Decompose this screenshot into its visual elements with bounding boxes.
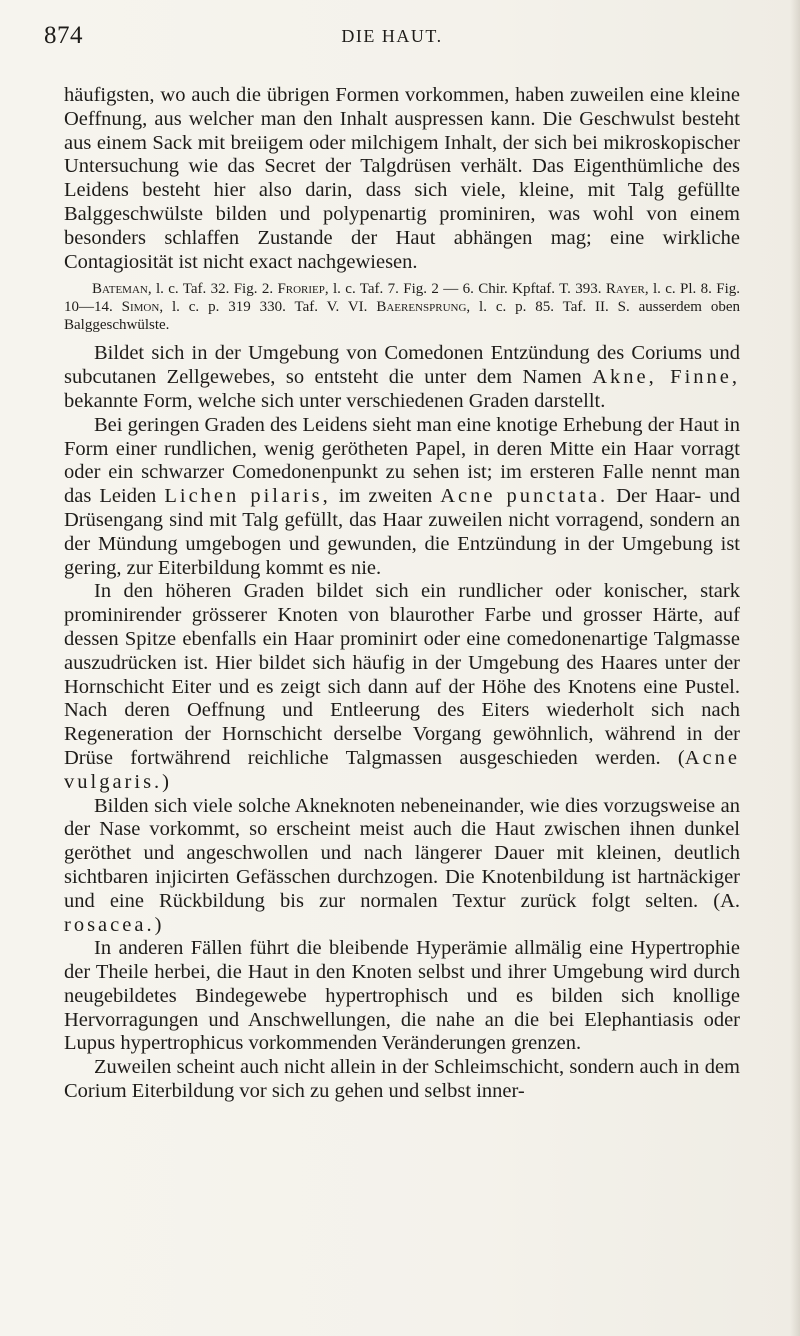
page-number: 874 — [44, 22, 83, 49]
paragraph-rosacea — [64, 795, 740, 938]
text-run: ) — [162, 770, 169, 793]
paragraph-low-grade — [64, 414, 740, 581]
text-run: Der Haar- und Drüsengang sind mit Talg gefüllt, das Haar zuweilen nicht vorragend, sondern an der Mündung umgebogen und gewunden, die Entzündung in der Umgebung ist gering, zur Eiterbildung kommt es nie. — [64, 485, 741, 579]
ref-rayer: , l. c. Pl. 8. Fig. 10—14. — [64, 281, 740, 316]
text-run: bekannte Form, welche sich unter verschiedenen Graden darstellt. — [64, 389, 606, 412]
page-header — [44, 22, 740, 54]
paragraph-high-grade — [64, 580, 740, 794]
author-baerensprung: Baerensprung — [376, 299, 467, 316]
ref-baerensprung: , l. c. p. 85. Taf. II. S. ausserdem oben Balggeschwülste. — [64, 299, 741, 334]
page-edge-shadow — [790, 0, 800, 1336]
ref-froriep: , l. c. Taf. 7. Fig. 2 — 6. Chir. Kpftaf. T. 393. — [324, 281, 606, 298]
paragraph-1: häufigsten, wo auch die übrigen Formen vorkommen, haben zuweilen eine kleine Oeffnung, aus welcher man den Inhalt auspressen kann. Die Geschwulst besteht aus einem Sack mit breiigem oder milchigem Inhalt, der sich bei mikroskopischer Untersuchung wie das Secret der Talgdrüsen verhält. Das Eigenthümliche des Leidens besteht hier also darin, dass sich viele, kleine, mit Talg gefüllte Balggeschwülste bilden und polypenartig prominiren, was wohl von einem besonders schlaffen Zustande der Haut abhängen mag; eine wirkliche Contagiosität ist nicht exact nachgewiesen. — [64, 84, 740, 273]
term-acne-vulgaris: Acne vulgaris. — [64, 746, 740, 793]
term-acne-punctata: Acne punctata. — [440, 485, 609, 508]
ref-simon: , l. c. p. 319 330. Taf. V. VI. — [159, 299, 377, 316]
text-run: Bilden sich viele solche Akneknoten nebeneinander, wie dies vorzugsweise an der Nase vorkommt, so erscheint meist auch die Haut zwischen ihnen dunkel geröthet und angeschwollen und nach längerer Dauer mit kleinen, deutlich sichtbaren injicirten Gefässchen durchzogen. Die Knotenbildung ist hartnäckiger und eine Rückbildung bis zur normalen Textur zurück folgt selten. (A. — [64, 794, 740, 912]
paragraph-akne — [64, 342, 740, 413]
author-rayer: Rayer — [605, 281, 645, 298]
text-run: im zweiten — [330, 485, 441, 508]
footnote-references — [64, 280, 740, 334]
term-lichen-pilaris: Lichen pilaris, — [164, 485, 331, 508]
ref-bateman: , l. c. Taf. 32. Fig. 2. — [147, 281, 278, 298]
text-run: Bei geringen Graden des Leidens sieht man eine knotige Erhebung der Haut in Form einer rundlichen, wenig gerötheten Papel, in deren Mitte ein Haar vorragt oder ein schwarzer Comedonenpunkt zu sehen ist; im ersteren Falle nennt man das Leiden — [64, 413, 740, 508]
paragraph-final: Zuweilen scheint auch nicht allein in der Schleimschicht, sondern auch in dem Corium Eiterbildung vor sich zu gehen und selbst inner- — [64, 1056, 740, 1103]
term-rosacea: rosacea. — [64, 913, 155, 936]
author-simon: Simon — [121, 299, 160, 316]
text-run: ) — [154, 913, 162, 936]
body-text — [64, 84, 740, 1104]
paragraph-hypertrophy: In anderen Fällen führt die bleibende Hyperämie allmälig eine Hypertrophie der Theile herbei, die Haut in den Knoten selbst und ihrer Umgebung wird durch neugebildetes Bindegewebe hypertrophisch und es bilden sich knollige Hervorragungen und Anschwellungen, die nahe an die bei Elephantiasis oder Lupus hypertrophicus vorkommenden Veränderungen grenzen. — [64, 937, 740, 1055]
text-run: In den höheren Graden bildet sich ein rundlicher oder konischer, stark prominirender grösserer Knoten von blaurother Farbe und grosser Härte, auf dessen Spitze ebenfalls ein Haar prominirt oder eine comedonenartige Talgmasse auszudrücken ist. Hier bildet sich häufig in der Umgebung des Haares unter der Hornschicht Eiter und es zeigt sich dann auf der Höhe des Knotens eine Pustel. Nach deren Oeffnung und Entleerung des Eiters wiederholt sich nach Regeneration der Hornschicht derselbe Vorgang gewöhnlich, während in der Drüse fortwährend reichliche Talgmassen ausgeschieden werden. ( — [64, 580, 740, 769]
author-bateman: Bateman — [92, 281, 148, 298]
running-title: DIE HAUT. — [341, 26, 443, 46]
text-run: Bildet sich in der Umgebung von Comedonen Entzündung des Coriums und subcutanen Zellgewebes, so entsteht die unter dem Namen — [64, 342, 740, 389]
author-froriep: Froriep — [277, 281, 325, 298]
term-akne-finne: Akne, Finne, — [592, 366, 740, 389]
